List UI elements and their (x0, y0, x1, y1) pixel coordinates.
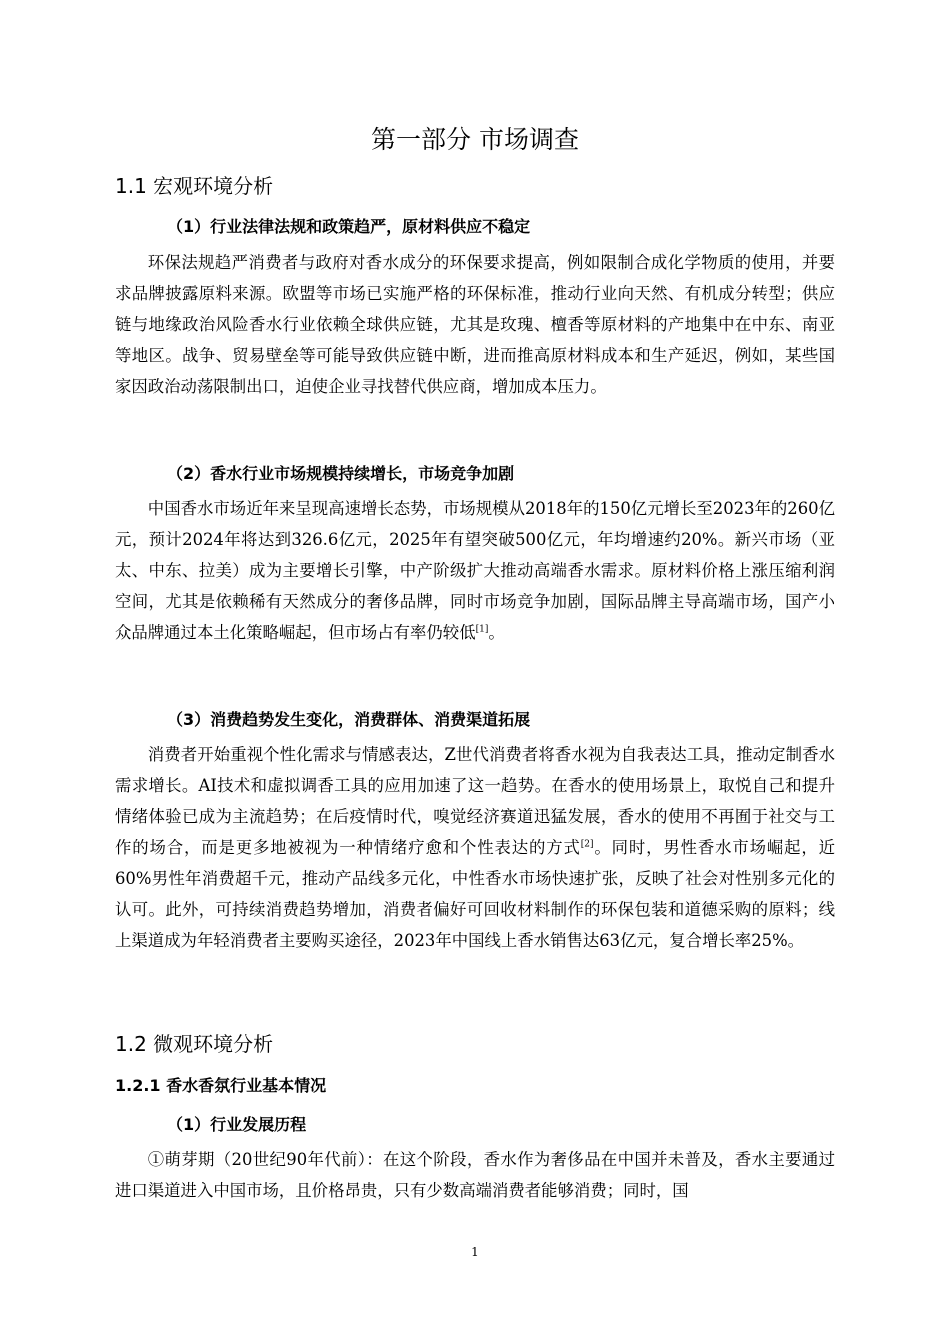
paragraph-2-tail: 。 (488, 623, 505, 642)
page-number: 1 (471, 1245, 479, 1259)
paragraph-1 (115, 247, 835, 402)
citation-ref-1: [1] (475, 624, 489, 635)
paragraph-2 (115, 493, 835, 648)
citation-ref-2: [2] (580, 839, 594, 850)
paragraph-3-text: 消费者开始重视个性化需求与情感表达，Z世代消费者将香水视为自我表达工具，推动定制香水需求增长。AI技术和虚拟调香工具的应用加速了这一趋势。在香水的使用场景上，取悦自己和提升情绪体验已成为主流趋势；在后疫情时代，嗅觉经济赛道迅猛发展，香水的使用不再囿于社交与工作的场合，而是更多地被视为一种情绪疗愈和个性表达的方式 (115, 745, 835, 857)
paragraph-4-text: ①萌芽期（20世纪90年代前）：在这个阶段，香水作为奢侈品在中国并未普及，香水主要通过进口渠道进入中国市场，且价格昂贵，只有少数高端消费者能够消费；同时，国 (115, 1150, 835, 1200)
section-heading-1-1: 1.1 宏观环境分析 (115, 174, 274, 198)
paragraph-1-text: 环保法规趋严消费者与政府对香水成分的环保要求提高，例如限制合成化学物质的使用，并要求品牌披露原料来源。欧盟等市场已实施严格的环保标准，推动行业向天然、有机成分转型；供应链与地缘政治风险香水行业依赖全球供应链，尤其是玫瑰、檀香等原材料的产地集中在中东、南亚等地区。战争、贸易壁垒等可能导致供应链中断，进而推高原材料成本和生产延迟，例如，某些国家因政治动荡限制出口，迫使企业寻找替代供应商，增加成本压力。 (115, 253, 835, 396)
subheading-2: （2）香水行业市场规模持续增长，市场竞争加剧 (167, 464, 515, 483)
subheading-development-history: （1）行业发展历程 (167, 1115, 307, 1134)
paragraph-3 (115, 739, 835, 956)
section-heading-1-2-1: 1.2.1 香水香氛行业基本情况 (115, 1076, 327, 1095)
paragraph-2-text: 中国香水市场近年来呈现高速增长态势，市场规模从2018年的150亿元增长至2023年的260亿元，预计2024年将达到326.6亿元，2025年有望突破500亿元，年均增速约20%。新兴市场（亚太、中东、拉美）成为主要增长引擎，中产阶级扩大推动高端香水需求。原材料价格上涨压缩利润空间，尤其是依赖稀有天然成分的奢侈品牌，同时市场竞争加剧，国际品牌主导高端市场，国产小众品牌通过本土化策略崛起，但市场占有率仍较低 (115, 499, 835, 642)
page-title: 第一部分 市场调查 (371, 125, 579, 154)
section-heading-1-2: 1.2 微观环境分析 (115, 1032, 274, 1056)
subheading-3: （3）消费趋势发生变化，消费群体、消费渠道拓展 (167, 710, 531, 729)
paragraph-4 (115, 1144, 835, 1206)
paragraph-3-tail: 。同时，男性香水市场崛起，近60%男性年消费超千元，推动产品线多元化，中性香水市场快速扩张，反映了社会对性别多元化的认可。此外，可持续消费趋势增加，消费者偏好可回收材料制作的环保包装和道德采购的原料；线上渠道成为年轻消费者主要购买途径，2023年中国线上香水销售达63亿元，复合增长率25%。 (115, 838, 835, 950)
subheading-1: （1）行业法律法规和政策趋严，原材料供应不稳定 (167, 217, 531, 236)
